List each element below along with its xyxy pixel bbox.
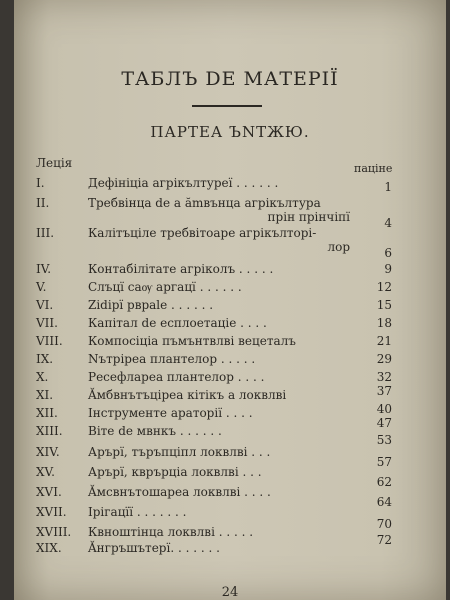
lesson-title-line: Требвінца de a ămвънца агрікълтура <box>88 196 321 210</box>
lesson-page-number: 57 <box>376 455 392 469</box>
page-title: ТАБЛЪ DE МАТЕРІЇ <box>121 68 339 90</box>
lesson-title <box>88 352 398 366</box>
book-page <box>14 0 446 600</box>
lesson-number: III. <box>36 226 55 240</box>
lesson-title-line: Zidiрї рвраlе . . . . . . <box>88 298 214 312</box>
lesson-page-number: 6 <box>384 246 392 260</box>
lesson-page-number: 47 <box>376 416 392 430</box>
lesson-title <box>88 388 398 402</box>
lesson-page-number: 72 <box>376 533 392 547</box>
lesson-title-line: Контабілітате агріколъ . . . . . <box>88 262 274 276</box>
lesson-page-number: 37 <box>376 384 392 398</box>
lesson-title-continuation: лор <box>327 240 350 254</box>
lesson-title-line: Ресефлареа плантелор . . . . <box>88 370 265 384</box>
lesson-title <box>88 370 398 384</box>
lesson-number: XV. <box>36 465 55 479</box>
page-number: 24 <box>221 585 239 600</box>
lesson-title-line: Ірігацїї . . . . . . . <box>88 505 187 519</box>
lesson-number: XVIII. <box>36 525 72 539</box>
lesson-title <box>88 424 398 438</box>
lesson-page-number: 62 <box>376 475 392 489</box>
lesson-page-number: 70 <box>376 517 392 531</box>
lesson-title-line: Компосіціа пъмънтвлві вецеталъ <box>88 334 296 348</box>
lesson-number: VII. <box>36 316 58 330</box>
lesson-title-line: Віте de мвнкъ . . . . . . <box>88 424 222 438</box>
lesson-number: VI. <box>36 298 54 312</box>
lesson-title-line: Інструменте араторії . . . . <box>88 406 253 420</box>
lesson-title-line: Слъцї саѹ аргацї . . . . . . <box>88 280 242 294</box>
lesson-page-number: 9 <box>384 262 392 276</box>
lesson-title <box>88 280 398 295</box>
lesson-title-line: Арърї, кврърціа локвлві . . . <box>88 465 262 479</box>
lesson-number: XVII. <box>36 505 67 519</box>
lesson-title <box>88 505 398 519</box>
lesson-title <box>88 196 398 224</box>
lesson-title <box>88 226 398 254</box>
lesson-title-line: Ăмсвнътошареа локвлві . . . . <box>88 485 271 499</box>
lesson-title <box>88 485 398 499</box>
lesson-title <box>88 406 398 420</box>
lesson-page-number: 18 <box>376 316 392 330</box>
lesson-number: X. <box>36 370 49 384</box>
lesson-number: XI. <box>36 388 54 402</box>
lesson-title <box>88 445 398 459</box>
title-rule <box>192 105 262 107</box>
lesson-title <box>88 316 398 330</box>
lesson-page-number: 4 <box>384 216 392 230</box>
lesson-page-number: 12 <box>376 280 392 294</box>
lesson-title <box>88 262 398 276</box>
lesson-number: II. <box>36 196 50 210</box>
lesson-number: V. <box>36 280 47 294</box>
lesson-page-number: 1 <box>384 180 392 194</box>
lesson-number: I. <box>36 176 45 190</box>
lesson-number: IX. <box>36 352 54 366</box>
lesson-title-line: Ăмбвнътъціреа кітікъ а локвлві <box>88 388 287 402</box>
page-column-header: паціне <box>354 162 393 175</box>
lesson-title-line: Дефініціа агрікълтуреї . . . . . . <box>88 176 279 190</box>
lesson-page-number: 29 <box>376 352 392 366</box>
lesson-page-number: 21 <box>376 334 392 348</box>
lesson-number: XIV. <box>36 445 60 459</box>
lesson-page-number: 32 <box>376 370 392 384</box>
lesson-page-number: 64 <box>376 495 392 509</box>
lesson-page-number: 53 <box>376 433 392 447</box>
lesson-title <box>88 525 398 539</box>
lesson-number: VIII. <box>36 334 63 348</box>
lesson-number: IV. <box>36 262 52 276</box>
lesson-title <box>88 298 398 312</box>
lesson-title-line: Ăнгръшътерї. . . . . . . <box>88 541 220 555</box>
lesson-column-header: Леція <box>36 156 73 170</box>
lesson-title <box>88 465 398 479</box>
lesson-number: XIX. <box>36 541 62 555</box>
lesson-number: XIII. <box>36 424 63 438</box>
lesson-title-line: Капітал de есплоетаціе . . . . <box>88 316 267 330</box>
lesson-title <box>88 541 398 555</box>
part-heading: ПАРТЕА ЪNТЖЮ. <box>150 123 310 141</box>
lesson-page-number: 15 <box>376 298 392 312</box>
lesson-title-line: Nътріреа плантелор . . . . . <box>88 352 256 366</box>
lesson-number: XVI. <box>36 485 62 499</box>
lesson-title <box>88 334 398 348</box>
lesson-title-continuation: прін прінчіпї <box>267 210 350 224</box>
lesson-title-line: Калітъціле требвітоаре агрікълторі- <box>88 226 317 240</box>
lesson-number: XII. <box>36 406 58 420</box>
lesson-page-number: 40 <box>376 402 392 416</box>
lesson-title-line: Арърї, търъпціпл локвлві . . . <box>88 445 271 459</box>
lesson-title-line: Квноштінца локвлві . . . . . <box>88 525 254 539</box>
lesson-title <box>88 176 398 190</box>
